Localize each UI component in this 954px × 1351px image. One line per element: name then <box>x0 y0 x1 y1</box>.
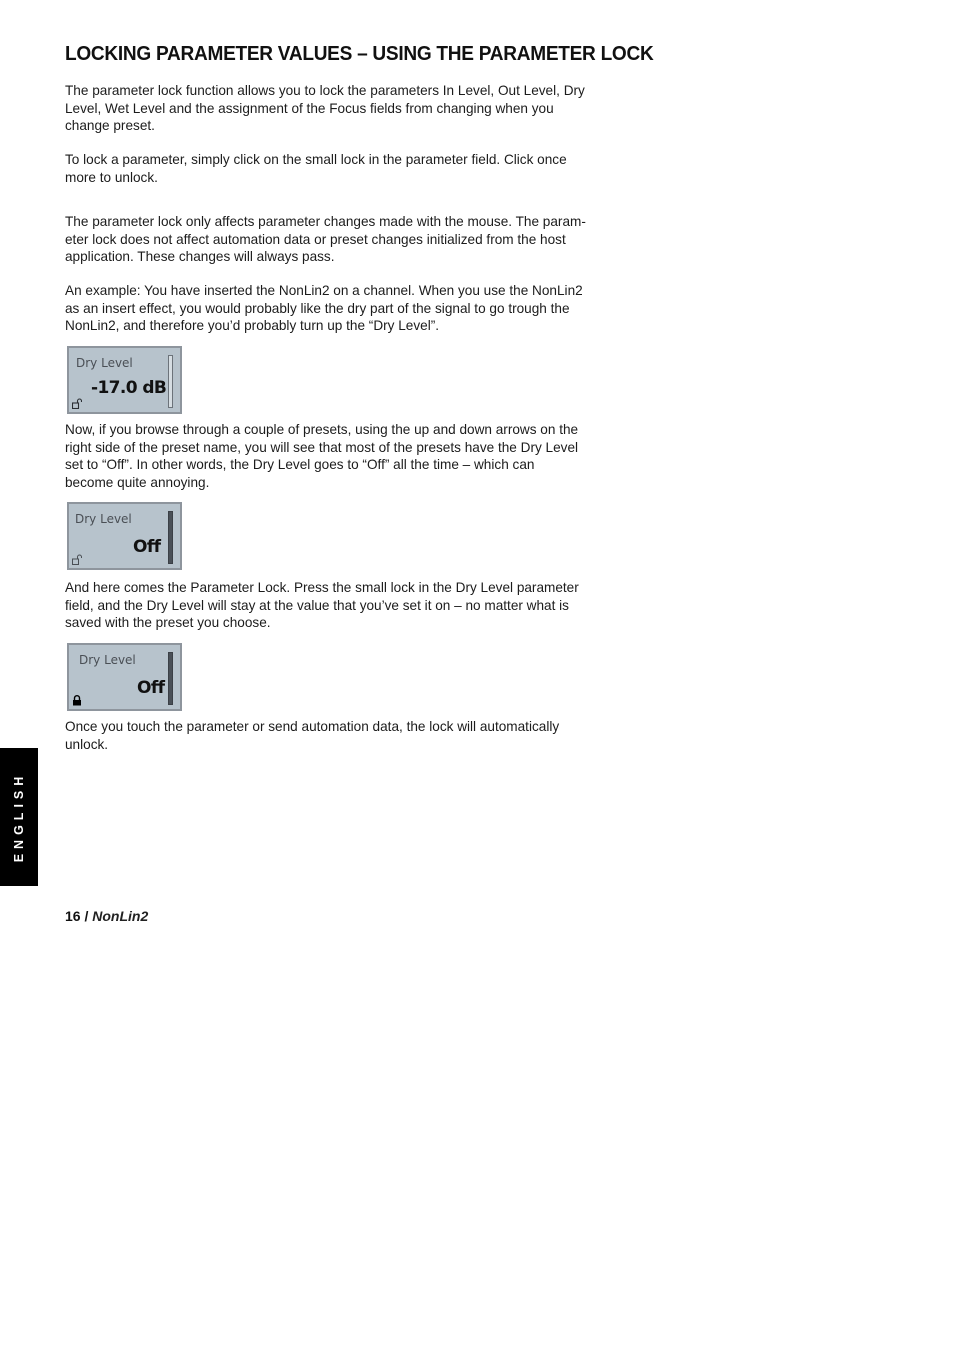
dry-level-value: -17.0 dB <box>91 378 167 398</box>
unlocked-padlock-icon[interactable] <box>72 554 82 565</box>
lock-scope-paragraph: The parameter lock only affects parameter changes made with the mouse. The param- eter lock does not affect automation data or preset changes initialized from the host application. These changes will always pass. <box>65 214 586 265</box>
page-footer <box>65 908 148 924</box>
page-number: 16 / <box>65 908 89 924</box>
product-name: NonLin2 <box>92 908 149 924</box>
dry-level-value: Off <box>137 678 165 698</box>
parameter-lock-paragraph: And here comes the Parameter Lock. Press the small lock in the Dry Level parameter field, and the Dry Level will stay at the value that you’ve set it on – no matter what is saved with the preset you choose. <box>65 580 579 631</box>
dry-level-label: Dry Level <box>79 653 136 667</box>
level-meter-icon[interactable] <box>168 652 173 705</box>
intro-paragraph: The parameter lock function allows you to lock the parameters In Level, Out Level, Dry Level, Wet Level and the assignment of the Focus fields from changing when you change preset. <box>65 83 585 134</box>
locked-padlock-icon[interactable] <box>72 695 82 706</box>
dry-level-value: Off <box>133 537 161 557</box>
page-title: LOCKING PARAMETER VALUES – USING THE PARAMETER LOCK <box>65 42 654 65</box>
unlocked-padlock-icon[interactable] <box>72 398 82 409</box>
dry-level-field-locked[interactable] <box>67 643 182 711</box>
language-side-tab <box>0 748 38 886</box>
dry-level-label: Dry Level <box>76 356 133 370</box>
auto-unlock-paragraph: Once you touch the parameter or send automation data, the lock will automatically unlock. <box>65 719 560 752</box>
dry-level-field-db[interactable] <box>67 346 182 414</box>
example-paragraph: An example: You have inserted the NonLin2 on a channel. When you use the NonLin2 as an insert effect, you would probably like the dry part of the signal to go trough the NonLin2, and therefore you’d probably turn up the “Dry Level”. <box>65 283 583 334</box>
language-label: ENGLISH <box>12 771 26 863</box>
preset-browse-paragraph: Now, if you browse through a couple of presets, using the up and down arrows on the right side of the preset name, you will see that most of the presets have the Dry Level set to “Off”. In other words, the Dry Level goes to “Off” all the time – which can become quite annoying. <box>65 422 579 490</box>
level-meter-icon[interactable] <box>168 511 173 564</box>
dry-level-field-off[interactable] <box>67 502 182 570</box>
lock-instruction-paragraph: To lock a parameter, simply click on the small lock in the parameter field. Click once more to unlock. <box>65 152 567 185</box>
level-meter-icon[interactable] <box>168 355 173 408</box>
dry-level-label: Dry Level <box>75 512 132 526</box>
